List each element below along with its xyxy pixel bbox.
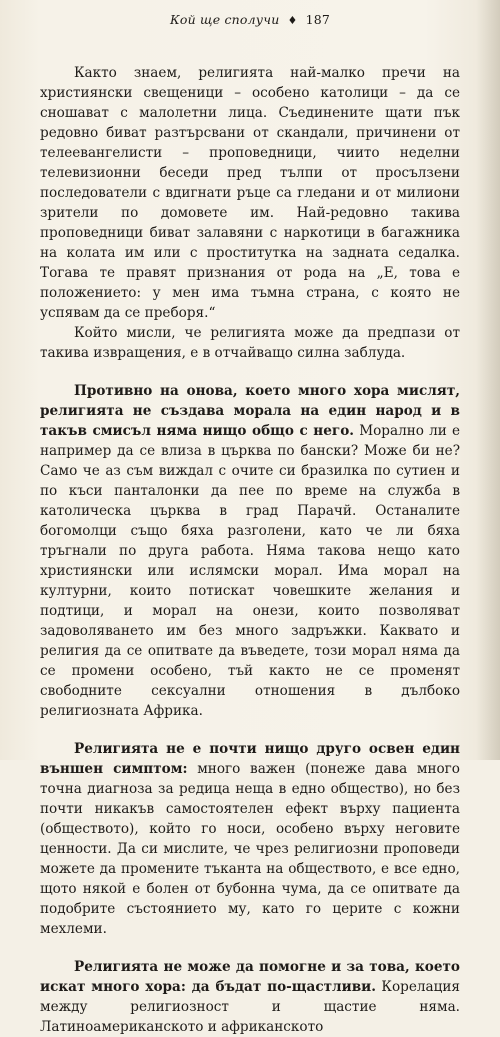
paragraph — [40, 381, 460, 721]
paragraph — [40, 63, 460, 323]
paragraph-text: Корелация между религиозност и щастие няма. Латиноамериканското и африканското — [40, 979, 460, 1035]
page-edge-shadow — [476, 0, 500, 760]
paragraph — [40, 739, 460, 939]
paragraph-text: Който мисли, че религията може да предпази от такива извращения, е в отчайващо силна заблуда. — [40, 325, 460, 361]
paragraph — [40, 323, 460, 363]
paragraph-bold-lead: Религията не може да помогне и за това, което искат много хора: да бъдат по-щастливи. — [40, 959, 460, 995]
page-number: 187 — [305, 12, 331, 27]
paragraph-text: Морално ли е например да се влиза в църква по бански? Може би не? Само че аз съм виждал с очите си бразилка по сутиен и по къси панталонки да пее по време на служба в католическа църква в град Парачй. Останалите богомолци също бяха разголени, като че ли бяха тръгнали по друга работа. Няма такова нещо като християнски или ислямски морал. Има морал на културни, които потискат човешките желания и подтици, и морал на онези, които позволяват задоволяването им без много задръжки. Каквато и религия да се опитвате да въведете, този морал няма да се промени особено, тъй както не се променят свободните сексуални отношения в дълбоко религиозната Африка. — [40, 423, 461, 719]
paragraph-text: Както знаем, религията най-малко пречи на християнски свещеници – особено католици – да се сношават с малолетни лица. Съединените щати пък редовно биват разтърсвани от скандали, причинени от телеевангелисти – проповедници, чиито неделни телевизионни беседи пред тълпи от просълзени последователи с вдигнати ръце са гледани и от милиони зрители по домовете им. Най-редовно такива проповедници биват залавяни с наркотици в багажника на колата им или с проститутка на задната седалка. Тогава те правят признания от рода на „Е, това е положението: у мен има тъмна страна, с която не успявам да се преборя.“ — [40, 65, 460, 321]
header-separator-icon: ♦ — [287, 14, 298, 27]
paragraph-bold-lead: Религията не е почти нищо друго освен един външен симптом: — [40, 741, 460, 777]
running-header — [0, 12, 500, 27]
page-body — [40, 63, 460, 1037]
running-title: Кой ще сполучи — [169, 12, 280, 27]
paragraph — [40, 957, 460, 1037]
paragraph-bold-lead: Противно на онова, което много хора мислят, религията не създава морала на един народ и в такъв смисъл няма нищо общо с него. — [40, 383, 460, 439]
paragraph-text: много важен (понеже дава много точна диагноза за редица неща в едно общество), но без почти никакъв самостоятелен ефект върху пациента (обществото), който го носи, особено върху неговите ценности. Да си мислите, че чрез религиозни проповеди можете да промените тъканта на обществото, е все едно, щото някой е болен от бубонна чума, да се опитвате да подобрите състоянието му, като го церите с кожни мехлеми. — [40, 761, 460, 937]
